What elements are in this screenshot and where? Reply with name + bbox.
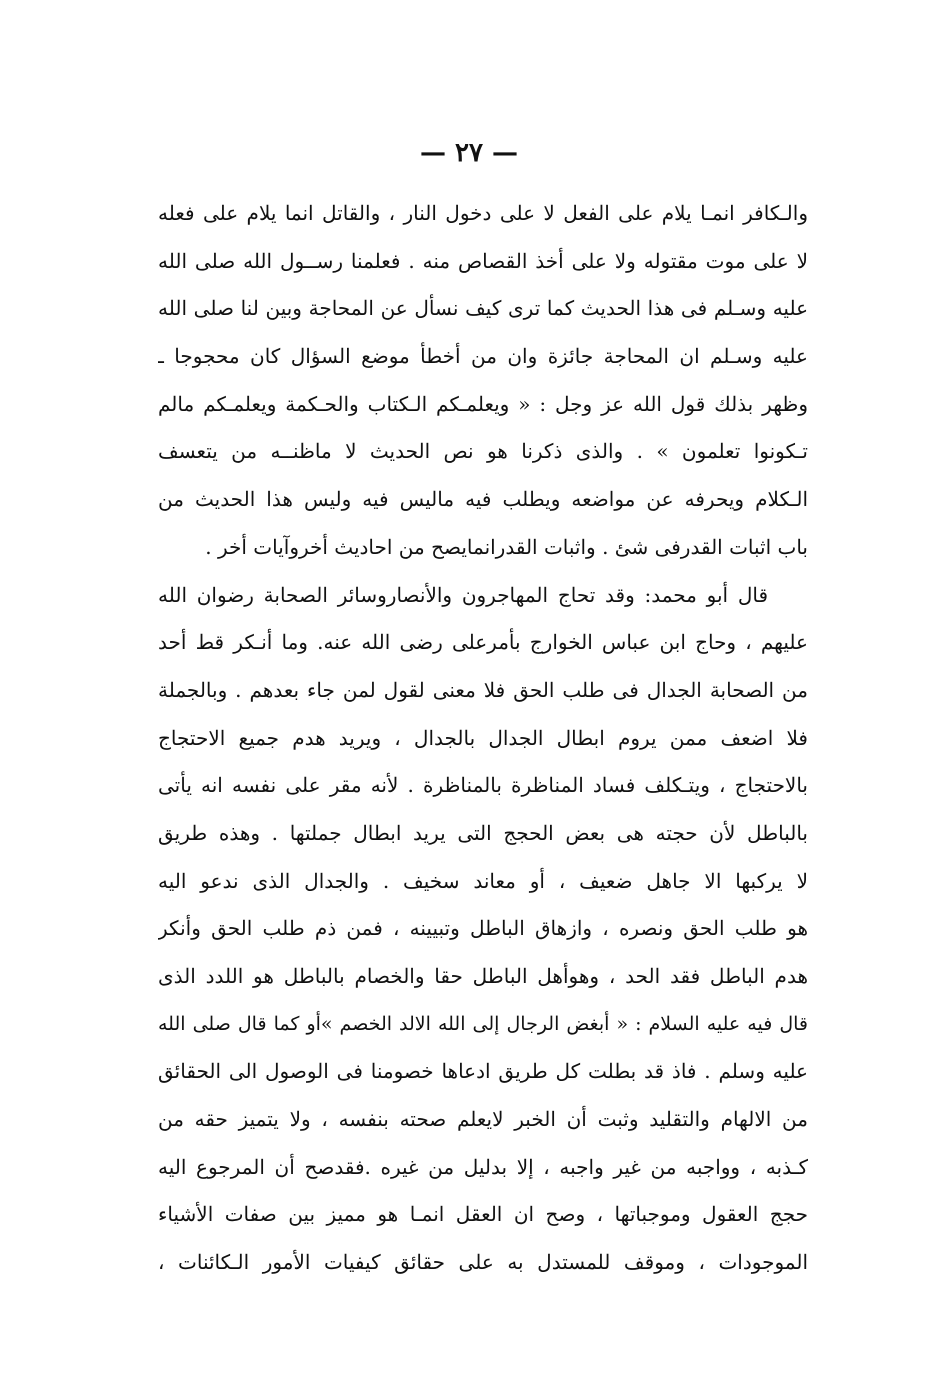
text-line: كـذبه ، وواجبه من غير واجبه ، إلا بدليل من غيره .فقدصح أن المرجوع اليه [158,1154,808,1179]
paragraph-start-line: قال أبو محمد: وقد تحاج المهاجرون والأنصاروسائر الصحابة رضوان الله [158,582,768,607]
text-line: عليهم ، وحاج ابن عباس الخوارج بأمرعلى رضى الله عنه. وما أنـكر قط أحد [158,630,808,655]
text-line: لا يركبها الا جاهل ضعيف ، أو معاند سخيف . والجدال الذى ندعو اليه [158,868,808,893]
text-line: الـكلام ويحرفه عن مواضعه ويطلب فيه ماليس فيه وليس هذا الحديث من [158,487,808,512]
text-line: قال فيه عليه السلام : « أبغض الرجال إلى الله الالد الخصم »أو كما قال صلى الله [158,1012,808,1035]
text-line: عليه وسـلم فى هذا الحديث كما ترى كيف نسأل عن المحاجة وبين لنا صلى الله [158,296,808,321]
text-line: من الصحابة الجدال فى طلب الحق فلا معنى لقول لمن جاء بعدهم . وبالجملة [158,677,808,702]
text-line: الموجودات ، وموقف للمستدل به على حقائق كيفيات الأمور الـكائنات ، [158,1250,808,1275]
text-line: من الالهام والتقليد وثبت أن الخبر لايعلم صحته بنفسه ، ولا يتميز حقه من [158,1107,808,1132]
page-number: — ٢٧ — [419,138,519,168]
text-line: هدم الباطل فقد الحد ، وهوأهل الباطل حقا والخصام بالباطل هو اللدد الذى [158,964,808,988]
text-line: لا على موت مقتوله ولا على أخذ القصاص منه . فعلمنا رســول الله صلى الله [158,248,808,273]
text-line: تـكونوا تعلمون » . والذى ذكرنا هو نص الحديث لا ماظنــه من يتعسف [158,439,808,464]
text-line: حجج العقول وموجباتها ، وصح ان العقل انمـا هو مميز بين صفات الأشياء [158,1202,808,1227]
text-line: بالباطل لأن حجته هى بعض الحجج التى يريد ابطال جملتها . وهذه طريق [158,820,808,845]
text-line: والـكافر انمـا يلام على الفعل لا على دخول النار ، والقاتل انما يلام على فعله [158,201,808,225]
text-line: باب اثبات القدرفى شئ . واثبات القدرانمايصح من احاديث أخروآيات أخر . [205,534,808,559]
text-line: فلا اضعف ممن يروم ابطال الجدال بالجدال ، ويريد هدم جميع الاحتجاج [158,725,808,750]
text-line: وظهر بذلك قول الله عز وجل : « ويعلمـكم الـكتاب والحـكمة ويعلمـكم مالم [158,391,808,416]
body-text [158,190,808,1287]
text-line: عليه وسلم . فاذ قد بطلت كل طريق ادعاها خصومنا فى الوصول الى الحقائق [158,1059,808,1084]
text-line: بالاحتجاج ، ويتـكلف فساد المناظرة بالمناظرة . لأنه مقر على نفسه انه يأتى [158,773,808,798]
text-line: هو طلب الحق ونصره ، وازهاق الباطل وتبيينه ، فمن ذم طلب الحق وأنكر [158,916,808,941]
text-line: عليه وسـلم ان المحاجة جائزة وان من أخطأ موضع السؤال كان محجوجا ـ [158,344,808,369]
